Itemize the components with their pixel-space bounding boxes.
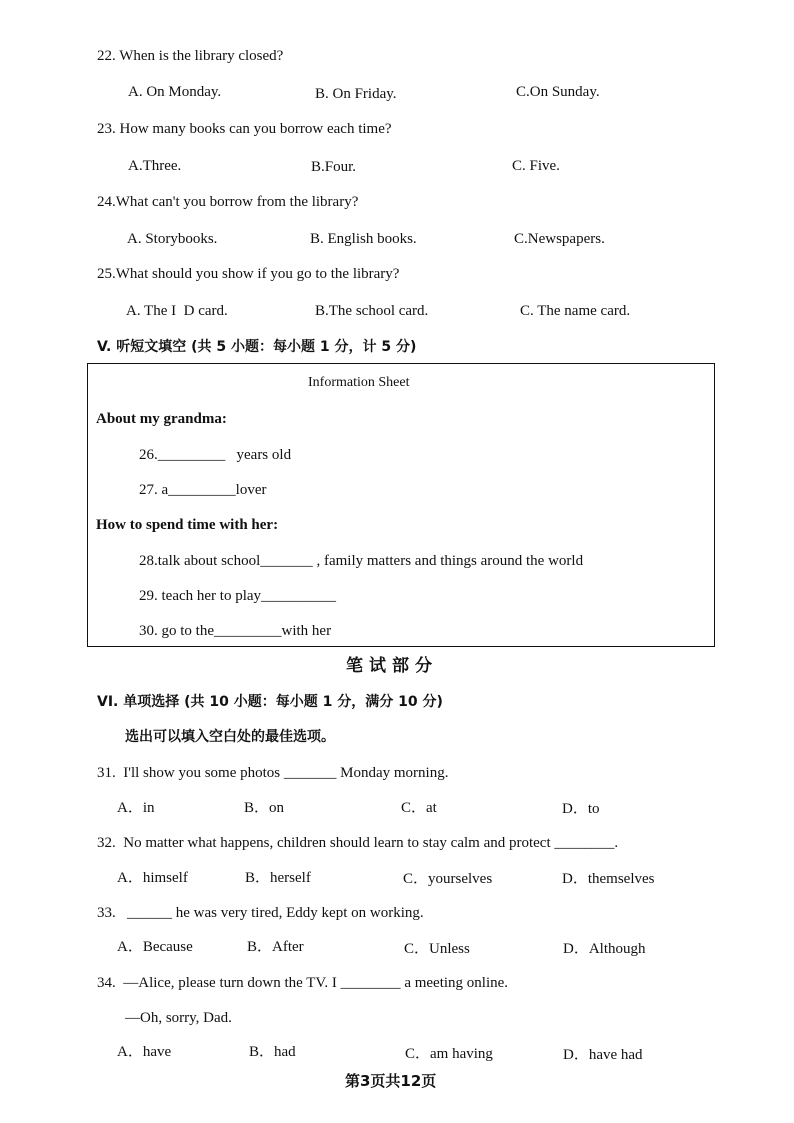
question-32-option-d: D．themselves [562, 871, 655, 887]
question-24-stem: 24.What can't you borrow from the library? [97, 194, 359, 210]
question-34-option-d: D．have had [563, 1047, 643, 1063]
question-25-stem: 25.What should you show if you go to the library? [97, 266, 400, 282]
question-32-option-c: C．yourselves [403, 871, 493, 887]
section-5-heading: V. 听短文填空 (共 5 小题：每小题 1 分，计 5 分) [97, 339, 417, 355]
item-26: 26._________ years old [139, 447, 292, 463]
question-31-option-a: A．in [117, 800, 155, 816]
question-33-option-d: D．Although [563, 941, 646, 957]
item-30: 30. go to the_________with her [139, 623, 332, 639]
item-27: 27. a_________lover [139, 482, 267, 498]
question-33-option-a: A．Because [117, 939, 193, 955]
item-28: 28.talk about school_______ , family matters and things around the world [139, 553, 584, 569]
question-32-option-a: A．himself [117, 870, 188, 886]
question-34-option-a: A．have [117, 1044, 172, 1060]
question-32-stem: 32. No matter what happens, children should learn to stay calm and protect ________. [97, 835, 619, 851]
how-to-spend-time-label: How to spend time with her: [96, 517, 279, 533]
item-29: 29. teach her to play__________ [139, 588, 337, 604]
question-22-option-b: B. On Friday. [315, 86, 397, 102]
question-25-option-c: C. The name card. [520, 303, 631, 319]
information-sheet-title: Information Sheet [308, 375, 410, 390]
question-22-stem: 22. When is the library closed? [97, 48, 284, 64]
question-31-stem: 31. I'll show you some photos _______ Monday morning. [97, 765, 449, 781]
question-24-option-a: A. Storybooks. [127, 231, 218, 247]
question-34-option-c: C．am having [405, 1046, 493, 1062]
question-31-option-b: B．on [244, 800, 285, 816]
question-24-option-c: C.Newspapers. [514, 231, 605, 247]
about-grandma-label: About my grandma: [96, 411, 227, 427]
question-32-option-b: B．herself [245, 870, 311, 886]
question-34-reply: —Oh, sorry, Dad. [125, 1010, 232, 1026]
written-part-title: 笔试部分 [346, 656, 438, 676]
page-number: 第3页共12页 [345, 1072, 437, 1090]
question-23-stem: 23. How many books can you borrow each time? [97, 121, 392, 137]
question-31-option-c: C．at [401, 800, 437, 816]
question-24-option-b: B. English books. [310, 231, 417, 247]
question-23-option-a: A.Three. [128, 158, 182, 174]
question-22-option-a: A. On Monday. [128, 84, 222, 100]
question-23-option-b: B.Four. [311, 159, 357, 175]
question-33-option-b: B．After [247, 939, 304, 955]
question-25-option-b: B.The school card. [315, 303, 429, 319]
question-33-option-c: C．Unless [404, 941, 470, 957]
question-34-stem: 34. —Alice, please turn down the TV. I ________ a meeting online. [97, 975, 509, 991]
question-25-option-a: A. The I D card. [126, 303, 228, 319]
section-6-instruction: 选出可以填入空白处的最佳选项。 [125, 729, 335, 745]
question-31-option-d: D．to [562, 801, 600, 817]
question-22-option-c: C.On Sunday. [516, 84, 600, 100]
section-6-heading: VI. 单项选择 (共 10 小题：每小题 1 分，满分 10 分) [97, 694, 443, 710]
question-33-stem: 33. ______ he was very tired, Eddy kept on working. [97, 905, 424, 921]
question-23-option-c: C. Five. [512, 158, 560, 174]
question-34-option-b: B．had [249, 1044, 296, 1060]
